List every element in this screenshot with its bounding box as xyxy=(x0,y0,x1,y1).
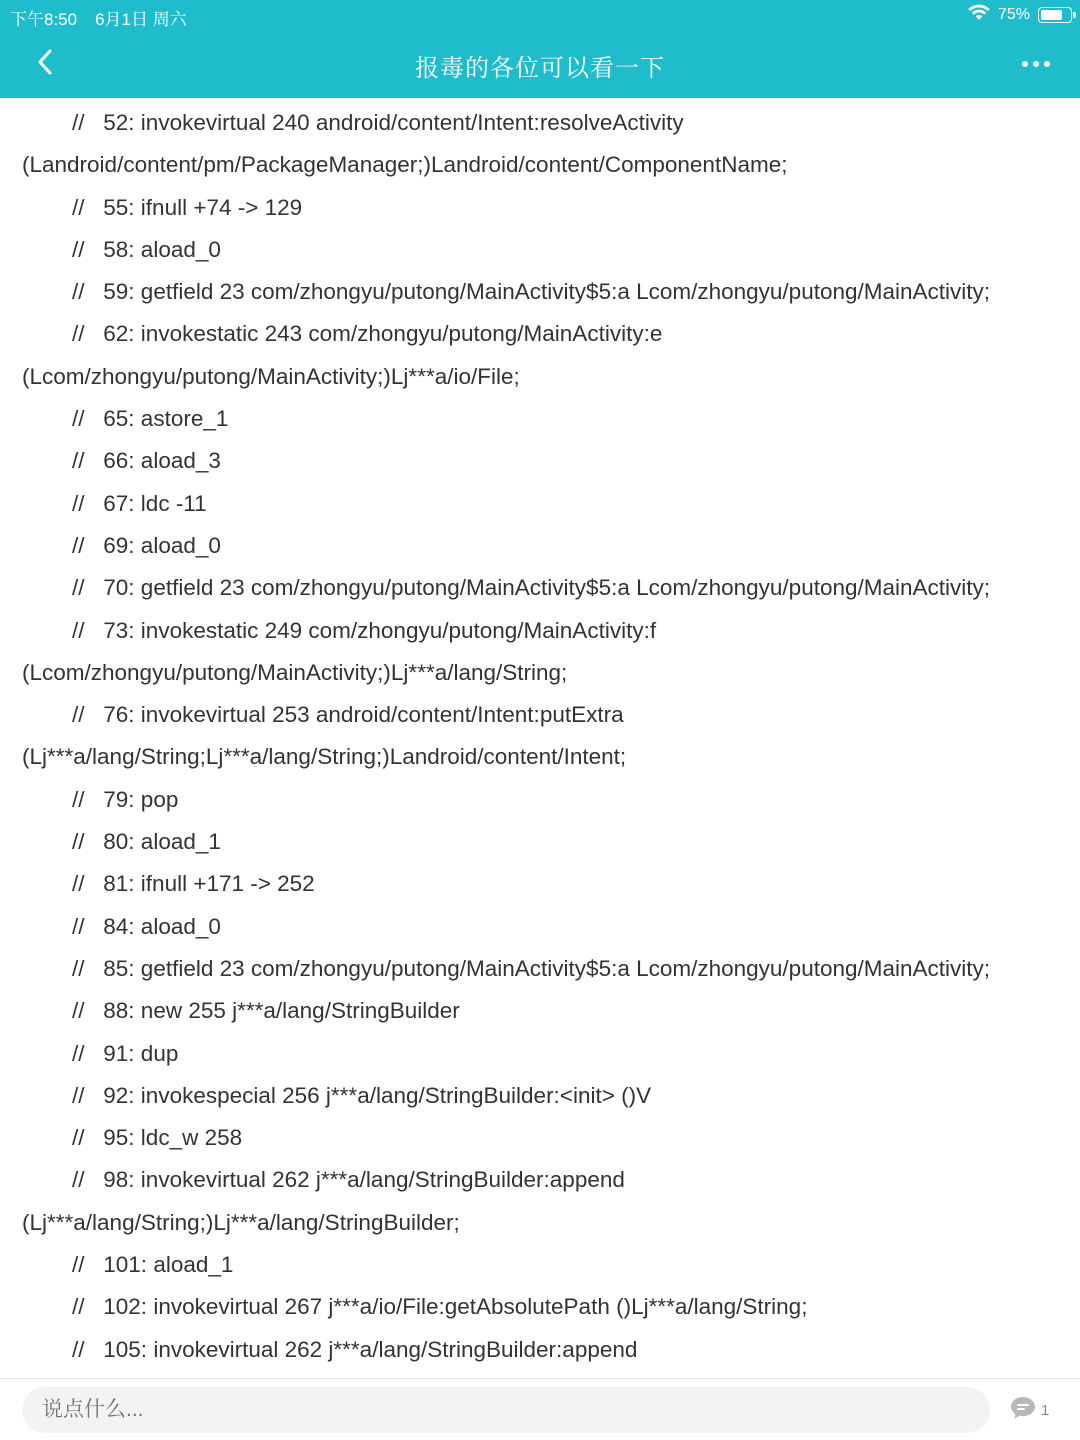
code-line: // 52: invokevirtual 240 android/content/Intent:resolveActivity (Landroid/content/pm/PackageManager;)Landroid/content/ComponentName; xyxy=(22,110,788,178)
status-date: 6月1日 周六 xyxy=(95,10,187,29)
code-block xyxy=(0,98,1080,1413)
battery-fill xyxy=(1041,10,1062,20)
status-left xyxy=(10,5,205,30)
code-line: // 92: invokespecial 256 j***a/lang/StringBuilder:<init> ()V xyxy=(22,1082,652,1108)
code-line: // 80: aload_1 xyxy=(22,829,221,855)
comment-count-button[interactable] xyxy=(1010,1397,1049,1423)
post-content[interactable] xyxy=(0,98,1080,1378)
code-line: // 98: invokevirtual 262 j***a/lang/StringBuilder:append (Lj***a/lang/String;)Lj***a/lang/StringBuilder; xyxy=(22,1167,632,1235)
code-line: // 79: pop xyxy=(22,786,179,812)
code-line: // 66: aload_3 xyxy=(22,448,221,474)
code-line: // 58: aload_0 xyxy=(22,236,221,262)
comment-count: 1 xyxy=(1041,1401,1050,1419)
code-line: // 101: aload_1 xyxy=(22,1252,234,1278)
more-dot-icon xyxy=(1044,61,1050,67)
comment-bar xyxy=(0,1378,1080,1440)
app-header xyxy=(0,0,1080,98)
battery-icon xyxy=(1038,7,1072,23)
code-line: // 59: getfield 23 com/zhongyu/putong/MainActivity$5:a Lcom/zhongyu/putong/MainActivity; xyxy=(22,279,991,305)
back-button[interactable] xyxy=(22,42,66,86)
code-line: // 76: invokevirtual 253 android/content/Intent:putExtra (Lj***a/lang/String;Lj***a/lang/String;)Landroid/content/Intent; xyxy=(22,702,630,770)
battery-percent: 75% xyxy=(997,6,1030,23)
chevron-left-icon xyxy=(35,48,53,81)
nav-bar xyxy=(0,30,1080,98)
code-line: // 95: ldc_w 258 xyxy=(22,1125,243,1151)
code-line: // 55: ifnull +74 -> 129 xyxy=(22,194,303,220)
status-time: 下午8:50 xyxy=(10,10,78,29)
page-title: 报毒的各位可以看一下 xyxy=(415,55,665,82)
code-line: // 69: aload_0 xyxy=(22,532,221,558)
wifi-icon xyxy=(968,5,990,26)
comment-input[interactable] xyxy=(22,1387,990,1433)
code-line: // 105: invokevirtual 262 j***a/lang/StringBuilder:append xyxy=(72,1336,638,1362)
code-line: // 62: invokestatic 243 com/zhongyu/putong/MainActivity:e (Lcom/zhongyu/putong/MainActivity;)Lj***a/io/File; xyxy=(22,321,669,389)
code-line: // 88: new 255 j***a/lang/StringBuilder xyxy=(22,998,460,1024)
more-dot-icon xyxy=(1033,61,1039,67)
code-line: // 84: aload_0 xyxy=(22,913,221,939)
code-line: // 91: dup xyxy=(22,1040,179,1066)
code-line: // 102: invokevirtual 267 j***a/io/File:getAbsolutePath ()Lj***a/lang/String; xyxy=(22,1294,808,1320)
code-line: // 73: invokestatic 249 com/zhongyu/putong/MainActivity:f (Lcom/zhongyu/putong/MainActivity;)Lj***a/lang/String; xyxy=(22,617,663,685)
more-options-button[interactable] xyxy=(1014,42,1058,86)
status-right xyxy=(968,4,1072,26)
comment-bubble-icon xyxy=(1010,1396,1036,1425)
code-line: // 65: astore_1 xyxy=(22,406,229,432)
status-bar xyxy=(0,0,1080,30)
more-dot-icon xyxy=(1022,61,1028,67)
code-line: // 67: ldc -11 xyxy=(22,490,207,516)
code-line: // 81: ifnull +171 -> 252 xyxy=(22,871,315,897)
code-line: // 85: getfield 23 com/zhongyu/putong/MainActivity$5:a Lcom/zhongyu/putong/MainActivity; xyxy=(22,955,991,981)
code-line: // 70: getfield 23 com/zhongyu/putong/MainActivity$5:a Lcom/zhongyu/putong/MainActivity; xyxy=(22,575,991,601)
